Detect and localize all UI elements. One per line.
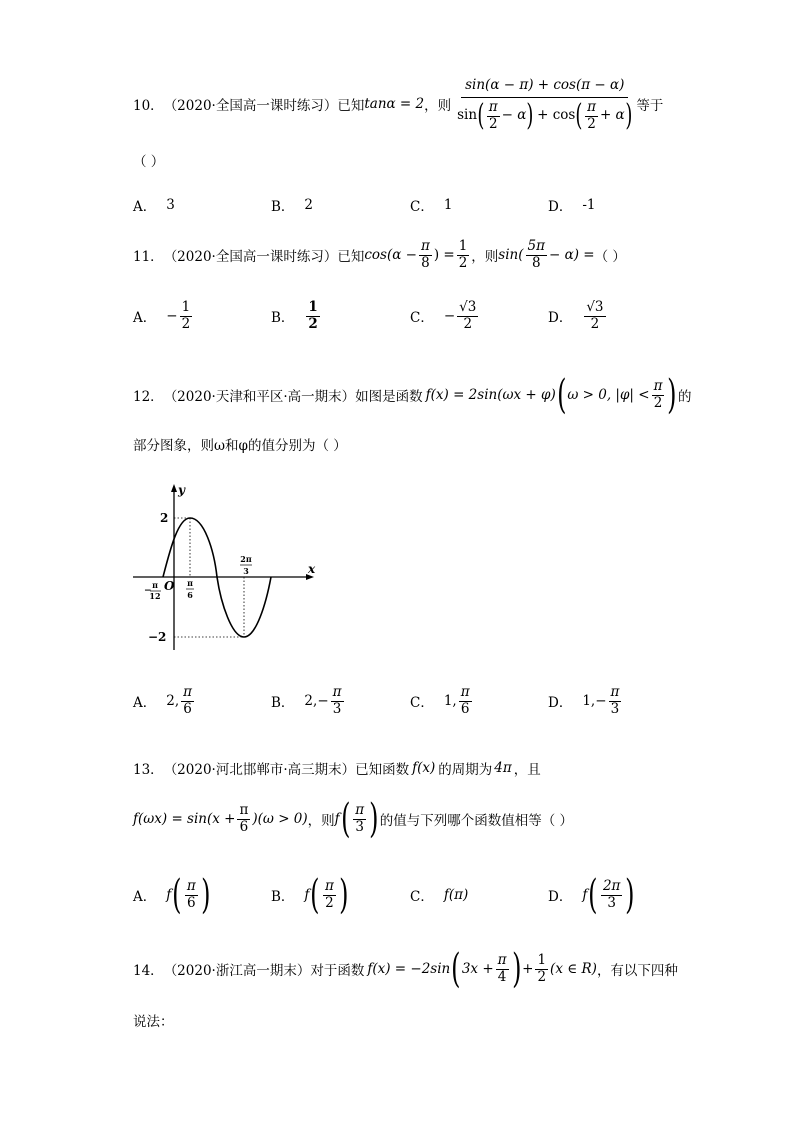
q12-option-d[interactable]	[548, 685, 623, 717]
option-num: 2π	[602, 877, 621, 894]
q10-den-part1: − α	[501, 107, 527, 124]
q11-option-b[interactable]	[271, 300, 322, 332]
q13-option-c[interactable]	[410, 885, 468, 905]
q12-source: （2020·天津和平区·高一期末）	[163, 389, 356, 405]
q12-option-c[interactable]	[410, 685, 474, 717]
option-fraction	[185, 879, 198, 911]
y-axis-label: y	[178, 483, 185, 497]
q14-frac-half-den: 2	[537, 968, 547, 985]
q11-blank: （ ）	[594, 249, 626, 265]
option-pre: 1,	[582, 693, 596, 710]
y-axis-arrow	[171, 484, 177, 492]
option-label: D．	[548, 889, 573, 905]
q10-den-frac2-den: 2	[587, 115, 596, 132]
option-label: A．	[133, 310, 157, 327]
q10-den-frac1-den: 2	[488, 115, 498, 132]
option-sign: −	[443, 308, 456, 325]
q13-source: （2020·河北邯郸市·高三期末）	[163, 762, 356, 778]
q14-plus: +	[522, 961, 534, 977]
option-sign: −	[595, 693, 607, 710]
q14-line2: 说法：	[133, 1014, 174, 1030]
q14-frac-pi4	[496, 953, 509, 985]
q12-frac-den: 2	[653, 394, 663, 411]
option-num: π	[325, 877, 334, 894]
q10-option-c[interactable]	[410, 195, 452, 215]
option-label: C．	[410, 310, 434, 327]
option-fraction	[331, 685, 344, 717]
x-pos-num: π	[187, 578, 193, 588]
option-value: f(π)	[443, 887, 469, 903]
q13-frac-pi6	[237, 803, 250, 835]
q11-frac-5pi8-den: 8	[531, 254, 541, 271]
option-label: B．	[271, 310, 295, 327]
q11-frac-half-num: 1	[458, 237, 468, 254]
q10-den-frac2	[585, 100, 598, 132]
option-fraction	[459, 685, 472, 717]
q10-text2: ，则	[424, 98, 452, 114]
q13-line1	[133, 757, 541, 779]
q10-fraction-numerator: sin(α − π) + cos(π − α)	[461, 76, 628, 99]
q13-fx: f(x)	[412, 760, 436, 776]
q11-frac-pi8	[419, 239, 432, 271]
q13-text2: 的周期为	[438, 762, 493, 778]
q10-option-d[interactable]	[548, 195, 595, 215]
q13-option-d[interactable]: D． f ( $\frac{2\pi}{3}$ )	[548, 872, 635, 918]
option-num: √3	[459, 299, 477, 315]
option-num: 1	[181, 299, 191, 315]
q11-text1: 已知	[337, 249, 365, 265]
q12-cond: ω > 0, |φ| <	[567, 387, 650, 403]
option-pre: 2,	[304, 693, 318, 710]
option-num: √3	[586, 299, 604, 315]
option-num: π	[183, 684, 193, 700]
option-den: 3	[332, 700, 342, 717]
q14-frac-half-num: 1	[537, 951, 547, 968]
option-fraction	[181, 685, 194, 717]
q14-domain: (x ∈ R)	[550, 961, 597, 977]
option-den: 2	[590, 315, 600, 332]
option-num: π	[332, 684, 342, 700]
option-fraction	[180, 300, 193, 332]
x-neg-sign: −	[144, 586, 152, 596]
option-num: π	[186, 877, 196, 894]
q10-condition: tanα = 2	[364, 96, 425, 112]
q13-text3: ，且	[513, 762, 541, 778]
option-den: 6	[460, 700, 470, 717]
option-label: A．	[133, 695, 157, 712]
option-f: f	[582, 887, 588, 903]
option-label: B．	[271, 889, 295, 905]
option-f: f	[166, 887, 172, 903]
q12-text2: 的	[678, 389, 692, 405]
q12-function-graph	[128, 480, 328, 655]
q12-option-b[interactable]	[271, 685, 346, 717]
option-label: B．	[271, 199, 295, 215]
option-pre: 2,	[166, 693, 180, 710]
q11-cos-pre: cos(α −	[364, 247, 417, 263]
q10-den-frac1-num: π	[488, 99, 498, 116]
option-label: C．	[410, 695, 434, 712]
option-den: 2	[308, 315, 318, 332]
option-den: 2	[325, 894, 334, 911]
y-max-label: 2	[160, 511, 169, 525]
option-fraction	[609, 685, 622, 717]
option-fraction	[584, 300, 605, 332]
option-fraction	[457, 300, 478, 332]
q12-frac-num: π	[653, 377, 663, 394]
q13-option-b[interactable]: B． f ( $\frac{\pi}{2}$ )	[271, 872, 349, 918]
q11-frac-5pi8	[526, 239, 547, 271]
q13-text5: 的值与下列哪个函数值相等（ ）	[379, 813, 574, 829]
q14-frac-half	[535, 953, 548, 985]
option-label: D．	[548, 310, 573, 327]
q14-text1: 对于函数	[310, 963, 365, 979]
q13-frac-pi6-num: π	[239, 801, 249, 818]
q11-line	[133, 238, 626, 272]
q11-option-a[interactable]	[133, 300, 194, 332]
q12-func: f(x) = 2sin(ωx + φ)	[425, 387, 556, 403]
option-num: π	[610, 684, 620, 700]
option-value: -1	[582, 197, 596, 213]
x-neg-den: 12	[149, 591, 161, 601]
q10-number: 10．	[133, 98, 164, 114]
q11-sin-pre: sin(	[498, 247, 524, 263]
option-den: 3	[610, 700, 620, 717]
q13-frac-pi3	[353, 803, 366, 835]
x-mid-den: 3	[243, 566, 249, 576]
option-value: 3	[166, 197, 175, 213]
q10-text1: 已知	[337, 98, 365, 114]
option-den: 3	[607, 894, 616, 911]
option-label: C．	[410, 199, 434, 215]
q14-frac-pi4-den: 4	[497, 968, 507, 985]
option-fraction	[306, 300, 319, 332]
q12-text1: 如图是函数	[355, 389, 423, 405]
q11-frac-pi8-den: 8	[421, 254, 430, 271]
option-den: 2	[181, 315, 191, 332]
option-f: f	[304, 887, 310, 903]
option-den: 2	[463, 315, 473, 332]
q14-frac-pi4-num: π	[497, 951, 507, 968]
q14-func-pre: f(x) = −2sin	[367, 961, 451, 977]
option-fraction	[323, 879, 336, 911]
option-fraction	[601, 879, 622, 911]
q10-text3: 等于	[636, 98, 664, 114]
q11-text2: ，则	[471, 249, 499, 265]
option-den: 6	[187, 894, 196, 911]
q12-number: 12．	[133, 389, 164, 405]
q13-text1: 已知函数	[355, 762, 410, 778]
q13-line2: f(ωx) = sin(x + $\frac{\pi}{6}$ )(ω > 0) ，则 f ( $\frac{\pi}{3}$ ) 的值与下列哪个函数值相等（ ）	[133, 796, 574, 842]
q10-fraction-denominator: sin ( $\frac{\pi}{2}$ − α ) + cos ( $\frac{\pi}{2}$ + α )	[457, 98, 633, 134]
q14-source: （2020·浙江高一期末）	[163, 963, 311, 979]
option-num: π	[460, 684, 470, 700]
q11-source: （2020·全国高一课时练习）	[163, 249, 338, 265]
q11-eq: ) =	[433, 247, 455, 263]
option-label: D．	[548, 199, 573, 215]
q12-line2: 部分图象，则ω和φ的值分别为（ ）	[133, 438, 347, 454]
q10-den-sin: sin	[457, 107, 478, 124]
q13-text4: ，则	[307, 813, 335, 829]
x-axis-label: x	[308, 562, 316, 576]
q11-frac-half-den: 2	[458, 254, 468, 271]
option-label: A．	[133, 889, 157, 905]
x-pos-den: 6	[187, 590, 193, 600]
q13-period: 4π	[494, 760, 512, 776]
x-mid-num: 2π	[240, 554, 252, 564]
option-label: A．	[133, 199, 157, 215]
option-pre: 1,	[443, 693, 457, 710]
q13-line2-pre: f(ωx) = sin(x +	[133, 811, 236, 827]
option-num: 1	[308, 299, 318, 315]
q10-blank: （ ）	[133, 154, 165, 170]
q11-option-d[interactable]	[548, 300, 608, 332]
q11-frac-half	[457, 239, 470, 271]
q11-sin-post: − α) =	[548, 247, 595, 263]
y-min-label: −2	[148, 630, 167, 644]
q11-frac-pi8-num: π	[420, 237, 430, 254]
q10-den-part2: + α	[599, 107, 625, 124]
q10-line	[133, 72, 663, 136]
option-sign: −	[317, 693, 329, 710]
q13-line2-post: )(ω > 0)	[252, 811, 308, 827]
q11-frac-5pi8-num: 5π	[527, 237, 545, 254]
q11-option-c[interactable]	[410, 300, 480, 332]
q10-den-frac2-num: π	[587, 99, 596, 116]
option-value: 1	[443, 197, 453, 213]
q13-frac-pi6-den: 6	[239, 818, 249, 835]
q13-number: 13．	[133, 762, 164, 778]
option-label: B．	[271, 695, 295, 712]
x-neg-num: π	[152, 580, 158, 590]
q10-option-b[interactable]	[271, 195, 313, 215]
q11-number: 11．	[133, 249, 164, 265]
option-den: 6	[183, 700, 192, 717]
q10-den-frac1	[487, 100, 500, 132]
option-label: D．	[548, 695, 573, 712]
q13-option-a[interactable]: A． f ( $\frac{\pi}{6}$ )	[133, 872, 211, 918]
q10-fraction	[455, 76, 634, 133]
option-sign: −	[166, 308, 178, 325]
q12-line1: 12． （2020·天津和平区·高一期末） 如图是函数 f(x) = 2sin(ωx + φ) ( ω > 0, |φ| < $\frac{\pi}{2}$ ) 的	[133, 372, 692, 418]
option-value: 2	[304, 197, 314, 213]
q14-inner: 3x +	[461, 961, 494, 977]
q13-frac-pi3-num: π	[355, 801, 365, 818]
q12-frac-pi2	[652, 379, 665, 411]
q13-frac-pi3-den: 3	[355, 818, 364, 835]
q14-number: 14．	[133, 963, 164, 979]
q12-option-a[interactable]	[133, 685, 196, 717]
q13-f: f	[334, 811, 340, 827]
q14-text2: ，有以下四种	[596, 963, 678, 979]
origin-label: O	[164, 579, 175, 593]
q10-option-a[interactable]	[133, 195, 175, 215]
option-label: C．	[410, 889, 434, 905]
q10-source: （2020·全国高一课时练习）	[163, 98, 338, 114]
q10-den-cos: + cos	[537, 107, 576, 124]
q14-line1: 14． （2020·浙江高一期末） 对于函数 f(x) = −2sin ( 3x + $\frac{\pi}{4}$ ) + $\frac{1}{2}$ (x ∈ R) ，有以下四种	[133, 946, 678, 992]
